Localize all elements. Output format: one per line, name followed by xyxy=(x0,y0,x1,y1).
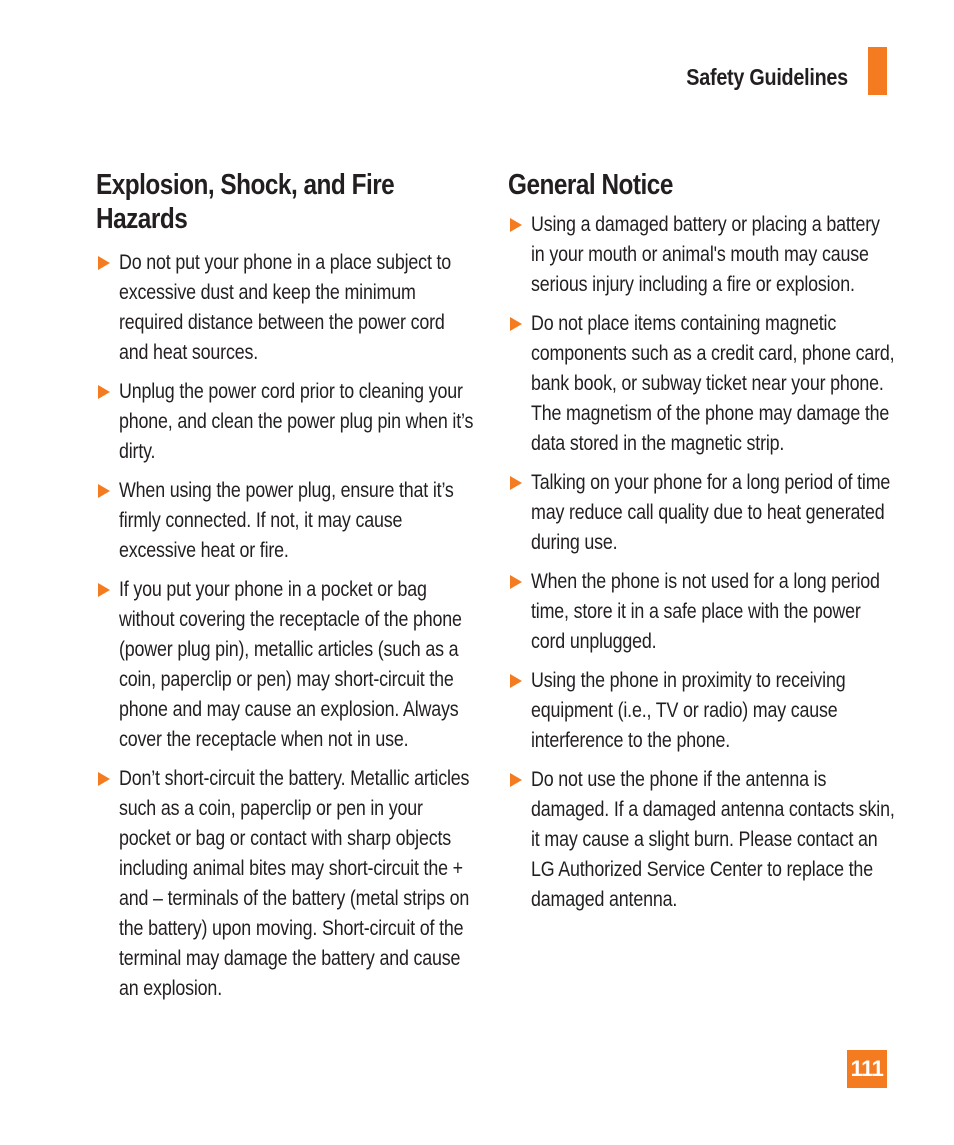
header-accent-tab xyxy=(868,47,887,95)
list-item-text: Using a damaged battery or placing a battery in your mouth or animal's mouth may cause serious injury including a fire or explosion. xyxy=(531,213,880,296)
section-heading-hazards: Explosion, Shock, and Fire Hazards xyxy=(96,169,395,235)
page-number-badge: 111 xyxy=(847,1050,887,1088)
list-item xyxy=(508,567,898,657)
section-heading-general-notice: General Notice xyxy=(508,169,673,201)
triangle-bullet-icon xyxy=(510,674,522,688)
list-item-text: Do not use the phone if the antenna is damaged. If a damaged antenna contacts skin, it may cause a slight burn. Please contact an LG Authorized Service Center to replace the damaged antenna. xyxy=(531,768,895,911)
list-item xyxy=(96,377,476,467)
list-item-text: Do not put your phone in a place subject to excessive dust and keep the minimum required distance between the power cord and heat sources. xyxy=(119,251,452,364)
triangle-bullet-icon xyxy=(98,256,110,270)
list-item-text: Talking on your phone for a long period of time may reduce call quality due to heat generated during use. xyxy=(531,471,891,554)
left-column xyxy=(96,168,476,1013)
general-notice-bullet-list xyxy=(508,210,898,915)
right-column xyxy=(508,168,898,924)
triangle-bullet-icon xyxy=(510,575,522,589)
list-item-text: Don’t short-circuit the battery. Metallic articles such as a coin, paperclip or pen in your pocket or bag or contact with sharp objects including animal bites may short-circuit the + and – terminals of the battery (metal strips on the battery) upon moving. Short-circuit of the terminal may damage the battery and cause an explosion. xyxy=(119,767,470,1000)
list-item-text: If you put your phone in a pocket or bag without covering the receptacle of the phone (power plug pin), metallic articles (such as a coin, paperclip or pen) may short-circuit the phone and may cause an explosion. Always cover the receptacle when not in use. xyxy=(119,578,462,751)
triangle-bullet-icon xyxy=(510,317,522,331)
triangle-bullet-icon xyxy=(98,583,110,597)
triangle-bullet-icon xyxy=(510,218,522,232)
list-item-text: Do not place items containing magnetic components such as a credit card, phone card, bank book, or subway ticket near your phone. The magnetism of the phone may damage the data stored in the magnetic strip. xyxy=(531,312,895,455)
list-item xyxy=(508,468,898,558)
list-item xyxy=(96,575,476,755)
list-item xyxy=(96,476,476,566)
list-item-text: When the phone is not used for a long period time, store it in a safe place with the power cord unplugged. xyxy=(531,570,880,653)
list-item-text: Using the phone in proximity to receiving equipment (i.e., TV or radio) may cause interference to the phone. xyxy=(531,669,846,752)
triangle-bullet-icon xyxy=(98,385,110,399)
list-item xyxy=(96,764,476,1004)
triangle-bullet-icon xyxy=(98,484,110,498)
list-item xyxy=(508,210,898,300)
triangle-bullet-icon xyxy=(510,773,522,787)
hazards-bullet-list xyxy=(96,248,476,1004)
list-item xyxy=(508,666,898,756)
list-item-text: Unplug the power cord prior to cleaning your phone, and clean the power plug pin when it’s dirty. xyxy=(119,380,474,463)
list-item xyxy=(96,248,476,368)
list-item xyxy=(508,765,898,915)
triangle-bullet-icon xyxy=(98,772,110,786)
list-item-text: When using the power plug, ensure that it’s firmly connected. If not, it may cause excessive heat or fire. xyxy=(119,479,454,562)
list-item xyxy=(508,309,898,459)
triangle-bullet-icon xyxy=(510,476,522,490)
section-header-title: Safety Guidelines xyxy=(686,64,848,90)
